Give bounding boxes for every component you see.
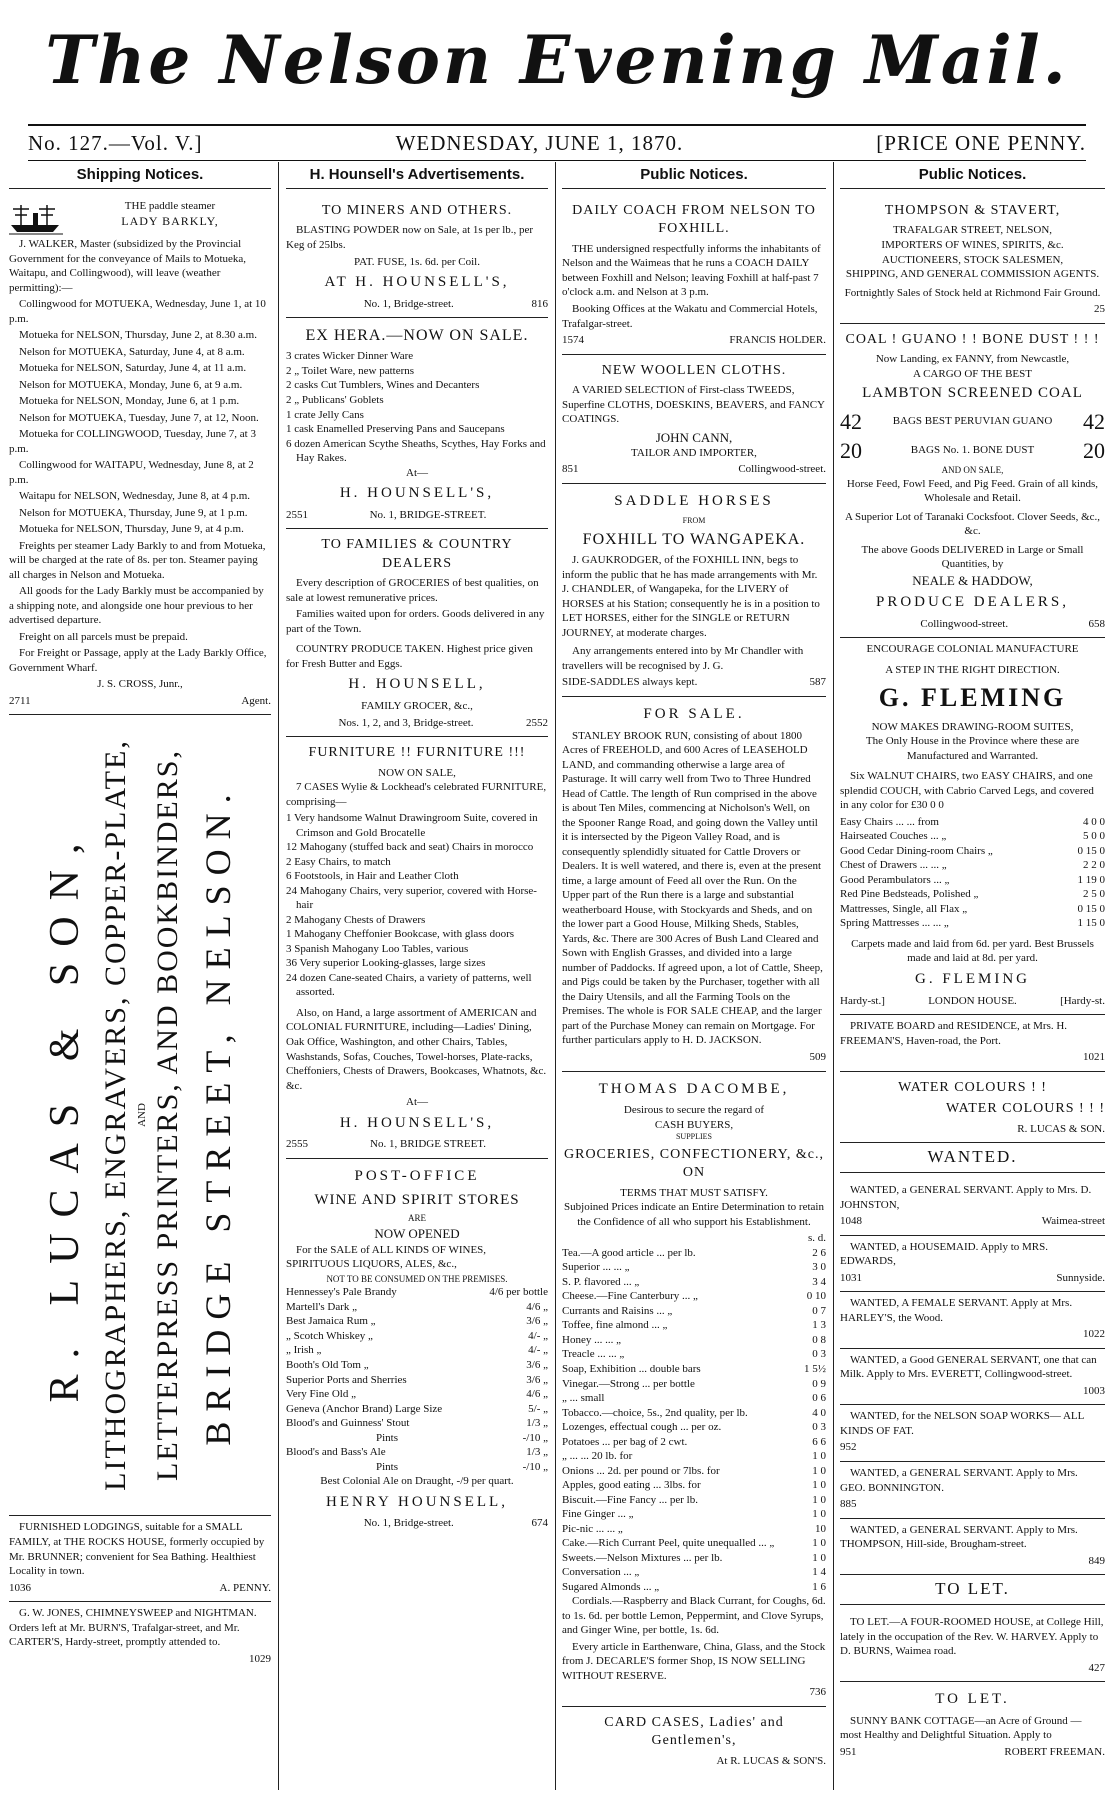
also-on-sale: AND ON SALE,: [941, 464, 1004, 475]
feed-text: Horse Feed, Fowl Feed, and Pig Feed. Grain of all kinds, Wholesale and Retail.: [846, 477, 1099, 505]
quantity: 20: [1083, 437, 1105, 463]
blasting-text: BLASTING POWDER now on Sale, at 1s per lb., per Keg of 25lbs.: [286, 224, 534, 251]
ad-number: 1048: [840, 1215, 862, 1228]
ad-number: 25: [1094, 303, 1105, 316]
fleming-ad: [840, 638, 1105, 1015]
coach-signature: FRANCIS HOLDER.: [729, 334, 826, 347]
price-row: Pints -/10 „: [376, 1460, 548, 1473]
ad-number: 427: [1088, 1661, 1105, 1674]
hounsell-name: H. HOUNSELL'S,: [339, 485, 495, 502]
grocery-price-list: [562, 1246, 826, 1594]
masthead: [0, 0, 1114, 120]
price-row: Superior Ports and Sherries 3/6 „: [286, 1373, 548, 1386]
sunny-bank-ad: [840, 1682, 1105, 1765]
stanley-brook-ad: [562, 697, 826, 1072]
price-row: Conversation ... „ 1 4: [562, 1566, 826, 1579]
private-board-text: PRIVATE BOARD and RESIDENCE, at Mrs. H. FREEMAN'S, Haven-road, the Port.: [840, 1020, 1068, 1047]
quantity: 42: [840, 408, 862, 434]
wanted-text: WANTED, for the NELSON SOAP WORKS— ALL KINDS OF FAT.: [840, 1410, 1084, 1437]
furniture-ad: [286, 737, 548, 1159]
sailing-item: Collingwood for WAITAPU, Wednesday, June 8, at 2 p.m.: [9, 459, 254, 486]
sailing-item: Motueka for NELSON, Monday, June 6, at 1 p.m.: [19, 395, 240, 408]
thompson-heading: THOMPSON & STAVERT,: [884, 203, 1061, 218]
price-row: Tobacco.—choice, 5s., 2nd quality, per lb. 4 0: [562, 1406, 826, 1419]
price-row: Onions ... 2d. per pound or 7lbs. for 1 0: [562, 1464, 826, 1477]
chimneysweep-text: G. W. JONES, CHIMNEYSWEEP and NIGHTMAN. Orders left at Mr. BURN'S, Trafalgar-street, and Mr. CARTER'S, Hardy-street, promptly attended to.: [9, 1607, 257, 1649]
ad-number: 736: [809, 1686, 826, 1699]
column-rule: [278, 162, 279, 1790]
families-ad: [286, 529, 548, 737]
ship-signature: J. S. CROSS, Junr.,: [97, 678, 183, 691]
at-label: At—: [406, 1096, 428, 1109]
wanted-signature: 1003: [1083, 1384, 1105, 1397]
terms-label: TERMS THAT MUST SATISFY.: [620, 1186, 768, 1199]
ad-number: 816: [531, 297, 548, 310]
price-row: Sweets.—Nelson Mixtures ... per lb. 1 0: [562, 1551, 826, 1564]
coach-text: THE undersigned respectfully informs the inhabitants of Nelson and the Waimeas that he runs a COACH DAILY between Foxhill and Nelson; leaving Foxhill at half-past 7 o'clock a.m. and Nelson at 3 p.m.: [562, 242, 821, 299]
step-label: A STEP IN THE RIGHT DIRECTION.: [885, 663, 1060, 676]
address: [Hardy-st.: [1060, 994, 1105, 1007]
families-text: Families waited upon for orders. Goods delivered in any part of the Town.: [286, 608, 545, 635]
list-item: 3 Spanish Mahogany Loo Tables, various: [286, 942, 469, 955]
list-item: 1 Mahogany Cheffonier Bookcase, with glass doors: [286, 928, 515, 941]
tailor: TAILOR AND IMPORTER,: [631, 446, 757, 459]
cases-text: 7 CASES Wylie & Lockhead's celebrated FURNITURE, comprising—: [286, 781, 547, 808]
list-item: 36 Very superior Looking-glasses, large sizes: [286, 957, 486, 970]
water-colours-2: WATER COLOURS ! ! !: [946, 1101, 1105, 1117]
auctioneers: AUCTIONEERS, STOCK SALESMEN,: [881, 253, 1064, 266]
for-sale-heading: FOR SALE.: [643, 705, 745, 722]
ad-number: 851: [562, 463, 579, 476]
price-row: Best Jamaica Rum „ 3/6 „: [286, 1315, 548, 1328]
wine-heading: WINE AND SPIRIT STORES: [314, 1191, 520, 1208]
woollen-heading: NEW WOOLLEN CLOTHS.: [601, 362, 787, 378]
shipping-agents: SHIPPING, AND GENERAL COMMISSION AGENTS.: [845, 268, 1100, 281]
price-row: Martell's Dark „ 4/6 „: [286, 1300, 548, 1313]
colonial-ale: Best Colonial Ale on Draught, -/9 per quart.: [320, 1475, 514, 1488]
address: Collingwood-street.: [738, 463, 826, 476]
ad-number: 1029: [249, 1652, 271, 1665]
price-row: Currants and Raisins ... „ 0 7: [562, 1304, 826, 1317]
not-consumed: NOT TO BE CONSUMED ON THE PREMISES.: [326, 1273, 508, 1284]
list-item: 2 „ Toilet Ware, new patterns: [286, 364, 415, 377]
list-item: 3 crates Wicker Dinner Ware: [286, 350, 414, 363]
column-hounsell: [282, 162, 552, 1790]
price-row: „ ... ... 20 lb. for 1 0: [562, 1450, 826, 1463]
at-label: At—: [406, 466, 428, 479]
price-row: Chest of Drawers ... ... „ 2 2 0: [840, 859, 1105, 872]
bone-dust-label: BAGS No. 1. BONE DUST: [910, 444, 1035, 457]
six-walnut-text: Six WALNUT CHAIRS, two EASY CHAIRS, and one splendid COUCH, with Cabrio Carved Legs, and covered in any color for £30 0 0: [840, 770, 1094, 812]
ship-note: Freight on all parcels must be prepaid.: [19, 630, 188, 643]
wanted-ad: [840, 1236, 1105, 1293]
ad-number: 2555: [286, 1138, 308, 1151]
families-text: Every description of GROCERIES of best qualities, on sale at lowest remunerative prices.: [286, 577, 539, 604]
wanted-ad: [840, 1519, 1105, 1576]
masthead-title: The Nelson Evening Mail.: [45, 21, 1069, 99]
stanley-text: STANLEY BROOK RUN, consisting of about 1800 Acres of FREEHOLD, and 600 Acres of LEASEHOLD LAND, and commanding otherwise a large area of Pasturage. It will carry well from Two to Three Hundred Head of Cattle. The length of Run comprised in the above is about Ten Miles, commencing at Nicholson's Well, on the Spooner Range Road, and going down the Valley until it is intersected by the Pigeon Valley Road, and is consequently splendidly situated for Cattle Drovers or Dealers. It is well watered, and there is, even at the present time, a large amount of Feed all over the Run. On the Upper part of the Run there is a large and substantial weatherboard House, with Stockyards and Sheds, and on the lower part a Good House, Milking Sheds, Stables, Yards, &c. There are 300 Acres of Bush Land Cleared and Sown with English Grasses, and divided into a large number of Paddocks. If agreed upon, a lot of Cattle, Sheep, and Pigs could be taken by the Purchaser, together with all the Dairy Utensils, and all the Farming Tools on the Premises. The whole is FOR SALE CHEAP, and the larger part of the Purchase Money can remain on Mortgage. For further particulars apply to H. D. JACKSON.: [562, 729, 823, 1047]
lodgings-ad: [9, 1516, 271, 1602]
london-house: LONDON HOUSE.: [928, 994, 1017, 1007]
ad-number: 2551: [286, 508, 308, 521]
price-row: „ Irish „ 4/- „: [286, 1344, 548, 1357]
price-row: Geneva (Anchor Brand) Large Size 5/- „: [286, 1402, 548, 1415]
price-row: Blood's and Guinness' Stout 1/3 „: [286, 1417, 548, 1430]
foxhill-heading: FOXHILL TO WANGAPEKA.: [582, 531, 806, 549]
water-signature: R. LUCAS & SON.: [1017, 1122, 1105, 1135]
address: No. 1, Bridge-street.: [363, 1517, 454, 1530]
sailing-list: [9, 297, 271, 537]
water-colours-1: WATER COLOURS ! !: [898, 1079, 1047, 1095]
bone-dust-row: [840, 436, 1105, 465]
price-row: Biscuit.—Fine Fancy ... per lb. 1 0: [562, 1493, 826, 1506]
column-heading: H. Hounsell's Advertisements.: [286, 162, 548, 189]
ad-number: 951: [840, 1745, 857, 1758]
column-public-notices-1: [558, 162, 830, 1790]
price-row: „ ... small 0 6: [562, 1392, 826, 1405]
chimneysweep-ad: [9, 1602, 271, 1672]
saddle-horses-ad: [562, 484, 826, 697]
wanted-signature: Sunnyside.: [1056, 1271, 1105, 1284]
lucas-name: R. LUCAS & SON,: [42, 828, 88, 1403]
fleming-name: G. FLEMING: [878, 683, 1067, 713]
to-let-ad: [840, 1611, 1105, 1682]
coach-ad: [562, 195, 826, 355]
column-rule: [555, 162, 556, 1790]
john-cann: JOHN CANN,: [655, 429, 733, 445]
ad-number: 885: [840, 1498, 857, 1511]
quantity: 20: [840, 437, 862, 463]
saddle-heading: SADDLE HORSES: [614, 492, 774, 509]
lucas-trades-1: LITHOGRAPHERS, ENGRAVERS, COPPER-PLATE,: [99, 739, 132, 1492]
to-let-heading: TO LET.: [935, 1691, 1010, 1708]
wanted-text: WANTED, a HOUSEMAID. Apply to MRS. EDWARDS,: [840, 1240, 1048, 1268]
ad-number: 1031: [840, 1271, 862, 1284]
list-item: 1 Very handsome Walnut Drawingroom Suite, covered in Crimson and Gold Brocatelle: [286, 812, 538, 839]
price-row: Sugared Almonds ... „ 1 6: [562, 1580, 826, 1593]
price-row: S. P. flavored ... „ 3 4: [562, 1275, 826, 1288]
ad-number: 674: [531, 1517, 548, 1530]
sunny-signature: ROBERT FREEMAN.: [1004, 1745, 1105, 1758]
ship-note: All goods for the Lady Barkly must be accompanied by a shipping note, and alongside one hour previous to her advertised departure.: [9, 585, 264, 627]
to-let-text: TO LET.—A FOUR-ROOMED HOUSE, at College Hill, lately in the occupation of the Rev. W. HARVEY. Apply to D. BURNS, Waimea road.: [840, 1616, 1104, 1658]
price-row: Vinegar.—Strong ... per bottle 0 9: [562, 1377, 826, 1390]
are-label: ARE: [408, 1213, 426, 1224]
neale-haddow: NEALE & HADDOW,: [912, 572, 1033, 588]
price-row: Superior ... ... „ 3 0: [562, 1261, 826, 1274]
families-heading: TO FAMILIES & COUNTRY DEALERS: [321, 537, 513, 571]
miners-ad: [286, 195, 548, 318]
price-row: Pints -/10 „: [376, 1431, 548, 1444]
sailing-item: Waitapu for NELSON, Wednesday, June 8, at 4 p.m.: [19, 490, 251, 503]
price-row: Treacle ... ... „ 0 3: [562, 1348, 826, 1361]
price-row: „ Scotch Whiskey „ 4/- „: [286, 1329, 548, 1342]
list-item: 24 Mahogany Chairs, very superior, covered with Horse-hair: [286, 884, 537, 912]
to-let-heading: TO LET.: [840, 1575, 1105, 1605]
ad-number: 1574: [562, 334, 584, 347]
coal-guano-ad: [840, 324, 1105, 639]
hounsell-name: AT H. HOUNSELL'S,: [324, 274, 510, 291]
column-heading: Public Notices.: [562, 162, 826, 189]
wanted-text: WANTED, a GENERAL SERVANT. Apply to Mrs. GEO. BONNINGTON.: [840, 1467, 1078, 1494]
landing: Now Landing, ex FANNY, from Newcastle,: [875, 353, 1070, 366]
produce-text: COUNTRY PRODUCE TAKEN. Highest price given for Fresh Butter and Eggs.: [286, 643, 533, 670]
gaukrodger-text: J. GAUKRODGER, of the FOXHILL INN, begs to inform the public that he has made arrangements with Mr. J. CHANDLER, of Wangapeka, for the LIVERY of HORSES at his Station; consequently he is in a position to LET HORSES, either for the SINGLE or RETURN JOURNEY, at moderate charges.: [562, 554, 820, 639]
ad-number: 1021: [1083, 1051, 1105, 1064]
price-row: Potatoes ... per bag of 2 cwt. 6 6: [562, 1435, 826, 1448]
ex-hera-heading: EX HERA.—NOW ON SALE.: [305, 327, 529, 345]
ship-agent: Agent.: [241, 694, 271, 707]
wanted-text: WANTED, a Good GENERAL SERVANT, one that can Milk. Apply to Mrs. EVERETT, Collingwood-street.: [840, 1353, 1097, 1381]
guano-label: BAGS BEST PERUVIAN GUANO: [892, 415, 1053, 428]
only-house: The Only House in the Province where these are Manufactured and Warranted.: [865, 735, 1080, 762]
price-row: Toffee, fine almond ... „ 1 3: [562, 1319, 826, 1332]
issue-number: No. 127.—Vol. V.]: [28, 130, 203, 155]
price-row: Red Pine Bedsteads, Polished „ 2 5 0: [840, 888, 1105, 901]
woollen-text: A VARIED SELECTION of First-class TWEEDS, Superfine CLOTHS, DOESKINS, BEAVERS, and FANCY COATINGS.: [562, 384, 825, 426]
lodgings-signature: A. PENNY.: [219, 1581, 271, 1594]
carpets-text: Carpets made and laid from 6d. per yard. Best Brussels made and laid at 8d. per yard.: [851, 937, 1094, 965]
price-row: Hennessey's Pale Brandy 4/6 per bottle: [286, 1286, 548, 1299]
drawing-room-suites: NOW MAKES DRAWING-ROOM SUITES,: [871, 720, 1074, 733]
lucas-and: AND: [136, 1103, 148, 1128]
ad-number: 587: [809, 676, 826, 689]
henry-hounsell: HENRY HOUNSELL,: [326, 1493, 508, 1510]
price-row: Blood's and Bass's Ale 1/3 „: [286, 1446, 548, 1459]
price-row: Honey ... ... „ 0 8: [562, 1333, 826, 1346]
subjoined-text: Subjoined Prices indicate an Entire Determination to retain the Confidence of all who support his Establishment.: [564, 1201, 824, 1228]
price-row: Pic-nic ... ... „ 10: [562, 1522, 826, 1535]
encourage-heading: ENCOURAGE COLONIAL MANUFACTURE: [866, 643, 1079, 656]
wanted-text: WANTED, A FEMALE SERVANT. Apply at Mrs. HARLEY'S, the Wood.: [840, 1297, 1073, 1324]
sunny-bank-text: SUNNY BANK COTTAGE—an Acre of Ground — most Healthy and Delightful Situation. Apply to: [840, 1714, 1082, 1742]
cash-buyers: CASH BUYERS,: [654, 1118, 734, 1131]
coach-booking: Booking Offices at the Wakatu and Commercial Hotels, Trafalgar-street.: [562, 303, 818, 330]
cordials-text: Cordials.—Raspberry and Black Currant, for Coughs, 6d. to 1s. 6d. per bottle Lemon, Peppermint, and Clove Syrups, and Ginger Wine, per bottle, 1s. 6d.: [562, 1595, 826, 1637]
furniture-price-list: [840, 815, 1105, 931]
wanted-ad: [840, 1462, 1105, 1519]
card-cases-ad: [562, 1707, 826, 1774]
thompson-stavert-ad: [840, 195, 1105, 324]
trafalgar: TRAFALGAR STREET, NELSON,: [892, 224, 1053, 237]
wanted-ad: [840, 1292, 1105, 1349]
price-row: Spring Mattresses ... ... „ 1 15 0: [840, 917, 1105, 930]
price-units: s. d.: [807, 1232, 826, 1245]
dacombe-ad: [562, 1072, 826, 1707]
groceries-heading: GROCERIES, CONFECTIONERY, &c., ON: [564, 1146, 824, 1181]
wanted-text: WANTED, a GENERAL SERVANT. Apply to Mrs. THOMPSON, Hill-side, Brougham-street.: [840, 1523, 1078, 1551]
wanted-ad: [840, 1405, 1105, 1462]
lucas-trades-2: LETTERPRESS PRINTERS, AND BOOKBINDERS,: [151, 749, 184, 1482]
card-cases-heading: CARD CASES, Ladies' and Gentlemen's,: [604, 1714, 784, 1749]
address: Collingwood-street.: [920, 617, 1009, 630]
sailing-item: Nelson for MOTUEKA, Tuesday, June 7, at 12, Noon.: [19, 411, 259, 424]
list-item: 24 dozen Cane-seated Chairs, a variety of patterns, well assorted.: [286, 971, 532, 999]
ex-hera-ad: [286, 318, 548, 529]
dateline: [28, 124, 1086, 161]
wine-stores-ad: [286, 1159, 548, 1537]
wanted-signature: 1022: [1083, 1328, 1105, 1341]
coal-heading: COAL ! GUANO ! ! BONE DUST ! ! !: [845, 331, 1100, 347]
steamer-ship-icon: [9, 201, 63, 235]
price-row: Soap, Exhibition ... double bars 1 5½: [562, 1363, 826, 1375]
wanted-signature: Waimea-street: [1041, 1215, 1105, 1228]
ad-number: 658: [1088, 617, 1105, 630]
sailing-item: Nelson for MOTUEKA, Thursday, June 9, at 1 p.m.: [19, 506, 248, 519]
list-item: 2 Easy Chairs, to match: [286, 855, 391, 868]
list-item: 12 Mahogany (stuffed back and seat) Chairs in morocco: [286, 841, 534, 854]
ship-name: LADY BARKLY,: [121, 213, 219, 228]
column-heading: Public Notices.: [840, 162, 1105, 189]
hounsell-name: H. HOUNSELL'S,: [339, 1114, 495, 1131]
produce-dealers: PRODUCE DEALERS,: [875, 594, 1069, 611]
ad-number: 2711: [9, 694, 31, 707]
sailing-item: Motueka for NELSON, Thursday, June 9, at 4 p.m.: [19, 523, 244, 536]
list-item: 2 casks Cut Tumblers, Wines and Decanters: [286, 379, 480, 392]
importers: IMPORTERS OF WINES, SPIRITS, &c.: [881, 238, 1064, 251]
post-office-heading: POST-OFFICE: [354, 1167, 480, 1184]
list-item: 2 „ Publicans' Goblets: [286, 393, 384, 406]
sailing-item: Motueka for NELSON, Thursday, June 2, at 8.30 a.m.: [19, 329, 257, 342]
price-row: Cheese.—Fine Canterbury ... „ 0 10: [562, 1290, 826, 1303]
miners-heading: TO MINERS AND OTHERS.: [321, 203, 513, 218]
dacombe-desirous: Desirous to secure the regard of: [623, 1104, 765, 1117]
lucas-address: BRIDGE STREET, NELSON.: [198, 784, 238, 1447]
wanted-signature: 849: [1088, 1554, 1105, 1567]
ad-number: 509: [809, 1050, 826, 1063]
ad-number: 952: [840, 1441, 857, 1454]
price-row: Easy Chairs ... ... from 4 0 0: [840, 815, 1105, 828]
fuse-text: PAT. FUSE, 1s. 6d. per Coil.: [354, 255, 480, 268]
price-row: Booth's Old Tom „ 3/6 „: [286, 1359, 548, 1371]
price-row: Cake.—Rich Currant Peel, quite unequalled ... „ 1 0: [562, 1537, 826, 1550]
lucas-son-vertical-ad: [9, 715, 271, 1516]
coach-heading: DAILY COACH FROM NELSON TO FOXHILL.: [572, 203, 816, 237]
for-sale-text: For the SALE of ALL KINDS OF WINES, SPIRITUOUS LIQUORS, ALES, &c.,: [286, 1243, 487, 1271]
price-row: Very Fine Old „ 4/6 „: [286, 1388, 548, 1401]
price-row: Good Perambulators ... „ 1 19 0: [840, 873, 1105, 886]
at-lucas: At R. LUCAS & SON'S.: [716, 1754, 826, 1767]
list-item: 2 Mahogany Chests of Drawers: [286, 913, 426, 926]
ad-number: 2552: [526, 716, 548, 729]
supplies-label: SUPPLIES: [675, 1132, 712, 1142]
ship-intro: J. WALKER, Master (subsidized by the Provincial Government for the conveyance of Mails to Motueka, Waitapu, and Collingwood), will leave (weather permitting):—: [9, 238, 247, 294]
price-row: Lozenges, effectual cough ... per oz. 0 3: [562, 1421, 826, 1434]
ship-title: THE paddle steamer: [124, 200, 216, 212]
column-heading: Shipping Notices.: [9, 162, 271, 189]
chandler-text: Any arrangements entered into by Mr Chandler with travellers will be recognised by J. G.: [562, 645, 804, 672]
lodgings-text: FURNISHED LODGINGS, suitable for a SMALL FAMILY, at THE ROCKS HOUSE, formerly occupied by Mr. BRUNNER; convenient for Sea Bathing. Healthiest Locality in town.: [9, 1521, 265, 1578]
also-text: Also, on Hand, a large assortment of AMERICAN and COLONIAL FURNITURE, including—Ladies' Dining, Oak Office, Washington, and other Chairs, Tables, Washstands, Sofas, Couches, Towel-horses, Plate-racks, Cheffoniers, Chests of Drawers, Bookcases, Whatnots, &c. &c.: [286, 1006, 547, 1092]
now-opened: NOW OPENED: [374, 1226, 460, 1242]
guano-row: [840, 407, 1105, 436]
address: No. 1, BRIDGE-STREET.: [369, 508, 487, 521]
hounsell-name: H. HOUNSELL,: [348, 676, 486, 693]
wine-price-list: [286, 1285, 548, 1474]
private-board-ad: [840, 1015, 1105, 1072]
water-colours-ad: [840, 1072, 1105, 1143]
now-on-sale: NOW ON SALE,: [378, 766, 456, 779]
ad-number: 1036: [9, 1581, 31, 1594]
column-public-notices-2: [836, 162, 1109, 1790]
delivered-text: The above Goods DELIVERED in Large or Small Quantities, by: [861, 543, 1084, 571]
column-rule: [833, 162, 834, 1790]
price-row: Mattresses, Single, all Flax „ 0 15 0: [840, 902, 1105, 915]
ship-note: For Freight or Passage, apply at the Lady Barkly Office, Government Wharf.: [9, 647, 267, 674]
price-row: Good Cedar Dining-room Chairs „ 0 15 0: [840, 844, 1105, 857]
address: Hardy-st.]: [840, 994, 885, 1007]
wanted-heading: WANTED.: [840, 1143, 1105, 1173]
list-item: 6 Footstools, in Hair and Leather Cloth: [286, 870, 459, 883]
ship-note: Freights per steamer Lady Barkly to and from Motueka, will be charged at the rate of 8s. per ton. Steamer paying all charges in Nelson and Motueka.: [9, 539, 266, 581]
sailing-item: Collingwood for MOTUEKA, Wednesday, June 1, at 10 p.m.: [9, 298, 266, 325]
taranaki-text: A Superior Lot of Taranaki Cocksfoot. Clover Seeds, &c., &c.: [844, 510, 1101, 538]
every-article-text: Every article in Earthenware, China, Glass, and the Stock from J. DECARLE'S former Shop, IS NOW SELLING WITHOUT RESERVE.: [562, 1640, 826, 1682]
quantity: 42: [1083, 408, 1105, 434]
issue-price: [PRICE ONE PENNY.: [876, 130, 1086, 155]
family-grocer: FAMILY GROCER, &c.,: [361, 700, 473, 713]
wanted-text: WANTED, a GENERAL SERVANT. Apply to Mrs. D. JOHNSTON,: [840, 1184, 1092, 1211]
address: Nos. 1, 2, and 3, Bridge-street.: [338, 716, 474, 729]
furniture-heading: FURNITURE !! FURNITURE !!!: [308, 745, 526, 761]
sailing-item: Motueka for NELSON, Saturday, June 4, at 11 a.m.: [19, 362, 247, 375]
list-item: 1 cask Enamelled Preserving Pans and Saucepans: [286, 423, 505, 436]
price-row: Hairseated Couches ... „ 5 0 0: [840, 830, 1105, 843]
list-item: 1 crate Jelly Cans: [286, 408, 364, 421]
address: No. 1, BRIDGE STREET.: [370, 1138, 486, 1151]
dacombe-heading: THOMAS DACOMBE,: [598, 1080, 790, 1097]
sailing-item: Motueka for COLLINGWOOD, Tuesday, June 7, at 3 p.m.: [9, 428, 256, 455]
price-row: Fine Ginger ... „ 1 0: [562, 1508, 826, 1521]
fortnightly: Fortnightly Sales of Stock held at Richmond Fair Ground.: [844, 286, 1101, 299]
wanted-ad: [840, 1179, 1105, 1236]
price-row: Apples, good eating ... 3lbs. for 1 0: [562, 1479, 826, 1492]
issue-date: WEDNESDAY, JUNE 1, 1870.: [395, 130, 684, 155]
cargo: A CARGO OF THE BEST: [913, 367, 1032, 380]
price-row: Tea.—A good article ... per lb. 2 6: [562, 1246, 826, 1259]
from-label: FROM: [682, 515, 706, 525]
side-saddles: SIDE-SADDLES always kept.: [562, 676, 698, 689]
wanted-ad: [840, 1349, 1105, 1406]
sailing-item: Nelson for MOTUEKA, Saturday, June 4, at 8 a.m.: [19, 345, 245, 358]
lady-barkly-notice: [9, 195, 271, 715]
lambton-heading: LAMBTON SCREENED COAL: [862, 385, 1083, 402]
column-shipping: [5, 162, 275, 1790]
fleming-signature: G. FLEMING: [915, 970, 1030, 987]
address: No. 1, Bridge-street.: [363, 297, 454, 310]
list-item: 6 dozen American Scythe Sheaths, Scythes, Hay Forks and Hay Rakes.: [286, 437, 546, 465]
sailing-item: Nelson for MOTUEKA, Monday, June 6, at 9 a.m.: [19, 378, 243, 391]
woollen-ad: [562, 355, 826, 484]
